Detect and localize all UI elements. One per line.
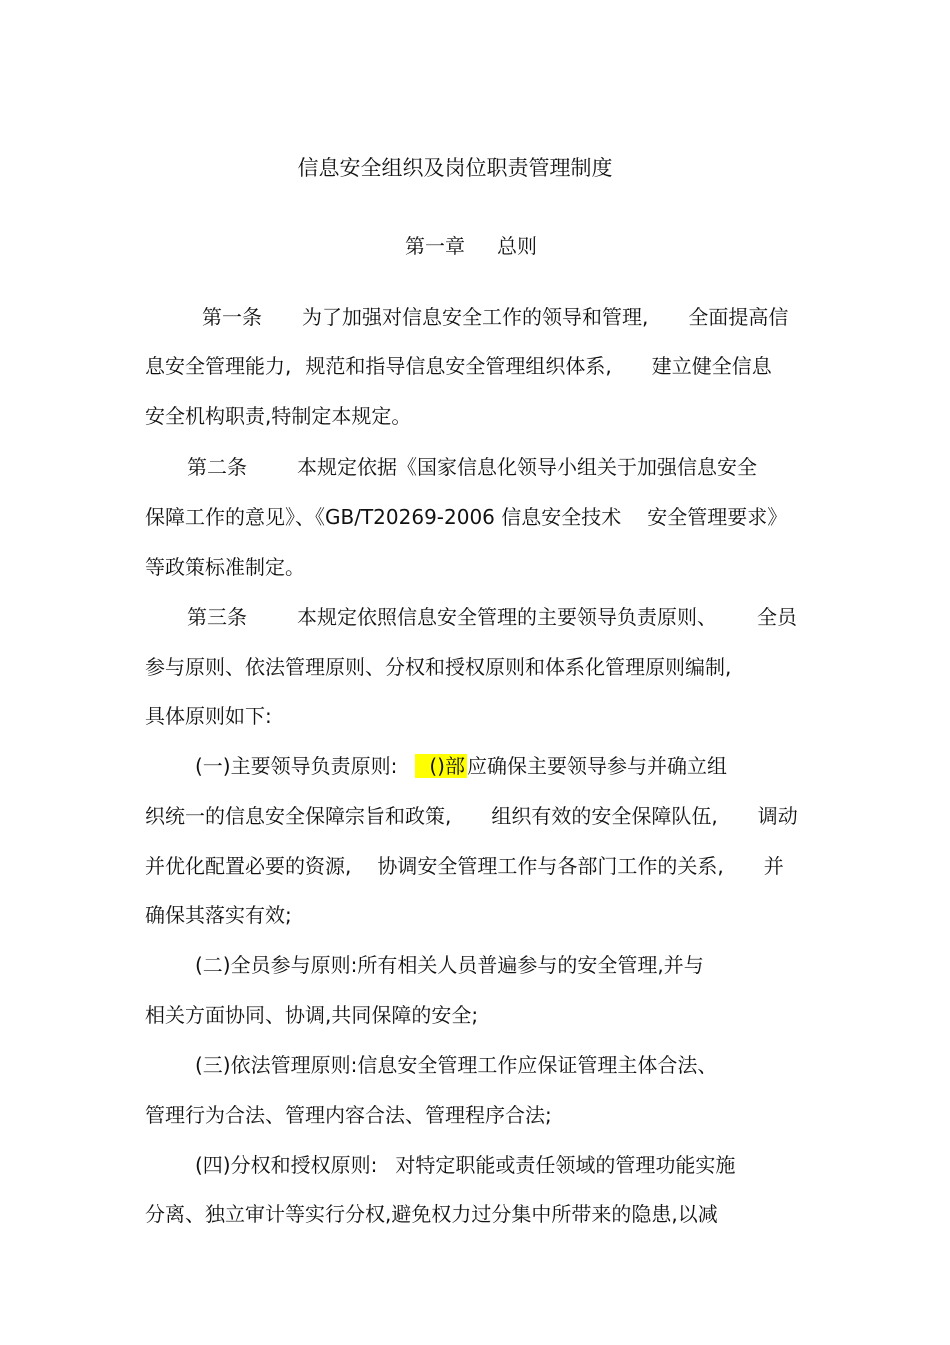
article3-line3: 具体原则如下: bbox=[145, 704, 272, 728]
article1-line2: 息安全管理能力, 规范和指导信息安全管理组织体系, 建立健全信息 bbox=[145, 354, 772, 378]
article3-line1: 第三条 本规定依照信息安全管理的主要领导负责原则、 全员 bbox=[187, 605, 797, 629]
chapter-name: 总则 bbox=[497, 234, 537, 258]
principle1-line2: 织统一的信息安全保障宗旨和政策, 组织有效的安全保障队伍, 调动 bbox=[145, 804, 798, 828]
article1-line3: 安全机构职责,特制定本规定。 bbox=[145, 404, 412, 428]
principle4-line1: (四)分权和授权原则: 对特定职能或责任领域的管理功能实施 bbox=[195, 1153, 736, 1177]
principle1-line3: 并优化配置必要的资源, 协调安全管理工作与各部门工作的关系, 并 bbox=[145, 854, 784, 878]
document-title: 信息安全组织及岗位职责管理制度 bbox=[297, 156, 613, 180]
chapter-heading bbox=[0, 232, 942, 260]
article1-label: 第一条 bbox=[202, 305, 262, 329]
principle2-line1: (二)全员参与原则:所有相关人员普遍参与的安全管理,并与 bbox=[195, 953, 704, 977]
principle1-line1: (一)主要领导负责原则: ()部 应确保主要领导参与并确立组 bbox=[195, 754, 727, 778]
article3-label: 第三条 bbox=[187, 605, 247, 629]
chapter-number: 第一章 bbox=[405, 234, 465, 258]
highlighted-text: ()部 bbox=[415, 754, 467, 778]
principle3-line1: (三)依法管理原则:信息安全管理工作应保证管理主体合法、 bbox=[195, 1053, 718, 1077]
article2-line3: 等政策标准制定。 bbox=[145, 555, 305, 579]
article1-line1: 第一条 为了加强对信息安全工作的领导和管理, 全面提高信 bbox=[202, 305, 789, 329]
principle3-line2: 管理行为合法、管理内容合法、管理程序合法; bbox=[145, 1103, 552, 1127]
principle2-line2: 相关方面协同、协调,共同保障的安全; bbox=[145, 1003, 479, 1027]
principle4-line2: 分离、独立审计等实行分权,避免权力过分集中所带来的隐患,以减 bbox=[145, 1202, 718, 1226]
article2-label: 第二条 bbox=[187, 455, 247, 479]
article2-line2: 保障工作的意见》、《GB/T20269-2006 信息安全技术 安全管理要求》 bbox=[145, 505, 788, 529]
principle1-line4: 确保其落实有效; bbox=[145, 903, 292, 927]
article3-line2: 参与原则、依法管理原则、分权和授权原则和体系化管理原则编制, bbox=[145, 655, 732, 679]
article2-line1: 第二条 本规定依据《国家信息化领导小组关于加强信息安全 bbox=[187, 455, 757, 479]
